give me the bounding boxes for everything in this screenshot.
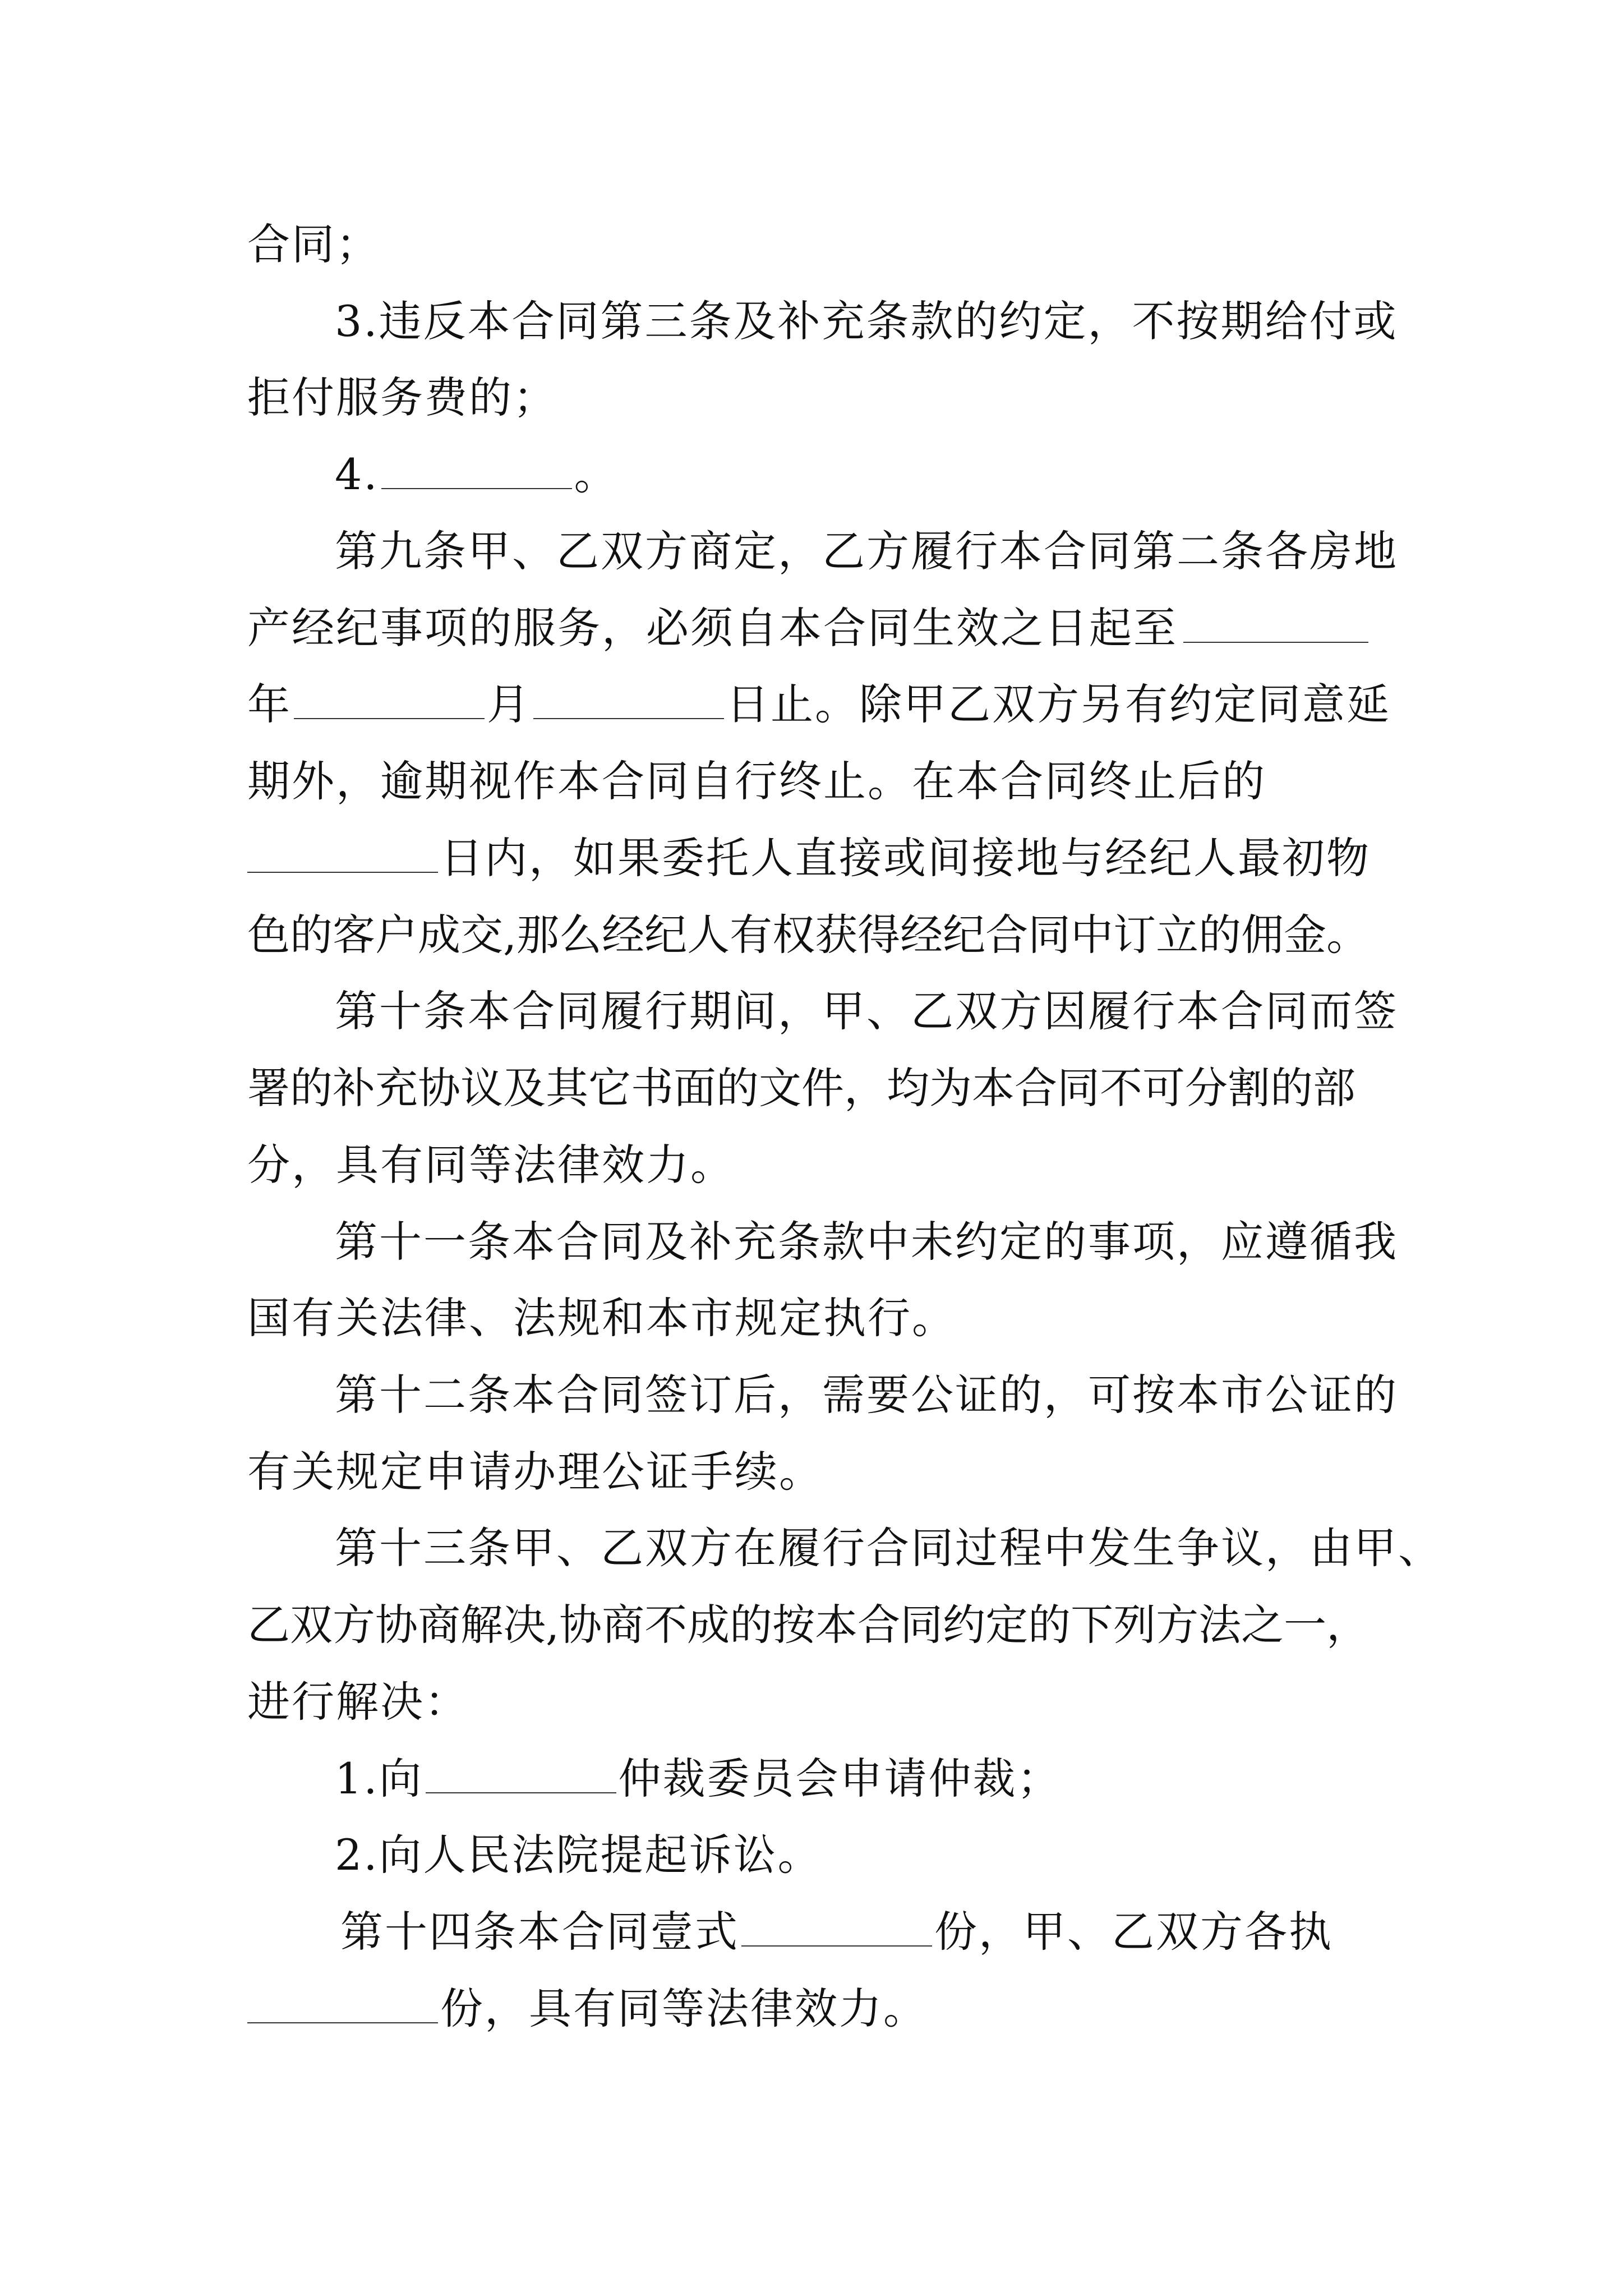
article-13-line-3: 进行解决： <box>247 1677 469 1727</box>
article-14-line-2 <box>247 1986 1386 2031</box>
fill-in-blank-month[interactable] <box>294 682 485 719</box>
line-text: 份，甲、乙双方各执 <box>934 1907 1333 1957</box>
article-12-line-2: 有关规定申请办理公证手续。 <box>247 1447 823 1497</box>
line-text: 份，具有同等法律效力。 <box>440 1984 928 2033</box>
article-9-line-1: 第九条甲、乙双方商定，乙方履行本合同第二条各房地 <box>335 526 1398 576</box>
article-10-line-3: 分，具有同等法律效力。 <box>247 1140 735 1190</box>
clause-item-4 <box>335 449 1386 499</box>
article-12-line-1: 第十二条本合同签订后，需要公证的，可按本市公证的 <box>335 1370 1398 1420</box>
fill-in-blank-year[interactable] <box>1183 606 1368 643</box>
fill-in-blank[interactable] <box>381 452 572 489</box>
article-9-line-5 <box>247 833 1386 883</box>
article-10-line-2: 署的补充协议及其它书面的文件，均为本合同不可分割的部 <box>247 1063 1355 1113</box>
item-number: 4. <box>335 449 379 499</box>
line-text: 日内，如果委托人直接或间接地与经纪人最初物 <box>440 833 1371 883</box>
month-label: 月 <box>487 679 531 729</box>
article-13-option-1 <box>335 1756 1386 1801</box>
article-9-line-4: 期外，逾期视作本合同自行终止。在本合同终止后的 <box>247 756 1266 806</box>
article-14-line-1 <box>340 1907 1386 1957</box>
fill-in-blank-each-copies[interactable] <box>247 1986 438 2023</box>
article-13-line-2: 乙双方协商解决,协商不成的按本合同约定的下列方法之一， <box>247 1600 1370 1650</box>
article-10-line-1: 第十条本合同履行期间，甲、乙双方因履行本合同而签 <box>335 986 1398 1036</box>
option-prefix: 1.向 <box>335 1754 423 1803</box>
article-9-line-6: 色的客户成交,那么经纪人有权获得经纪合同中订立的佣金。 <box>247 910 1370 960</box>
line-text: 第十四条本合同壹式 <box>340 1907 739 1957</box>
fill-in-blank-day[interactable] <box>533 682 724 719</box>
year-label: 年 <box>247 679 292 729</box>
article-11-line-1: 第十一条本合同及补充条款中未约定的事项，应遵循我 <box>335 1217 1398 1267</box>
item-end: 。 <box>574 449 619 499</box>
fill-in-blank-days[interactable] <box>247 836 438 873</box>
option-text: 仲裁委员会申请仲裁； <box>618 1754 1062 1803</box>
clause-item-3-line-2: 拒付服务费的； <box>247 372 557 422</box>
clause-item-3-line-1: 3.违反本合同第三条及补充条款的约定，不按期给付或 <box>335 296 1398 346</box>
article-9-line-2 <box>247 603 1386 653</box>
article-13-line-1: 第十三条甲、乙双方在履行合同过程中发生争议，由甲、 <box>335 1523 1442 1573</box>
article-11-line-2: 国有关法律、法规和本市规定执行。 <box>247 1293 956 1343</box>
line-text: 产经纪事项的服务，必须自本合同生效之日起至 <box>247 603 1178 653</box>
article-13-option-2: 2.向人民法院提起诉讼。 <box>335 1830 822 1880</box>
fill-in-blank-arbitration[interactable] <box>426 1756 616 1793</box>
article-9-line-3 <box>247 679 1391 729</box>
fill-in-blank-copies[interactable] <box>741 1910 932 1947</box>
text-line: 合同； <box>247 219 380 269</box>
line-text: 日止。除甲乙双方另有约定同意延 <box>726 679 1391 729</box>
